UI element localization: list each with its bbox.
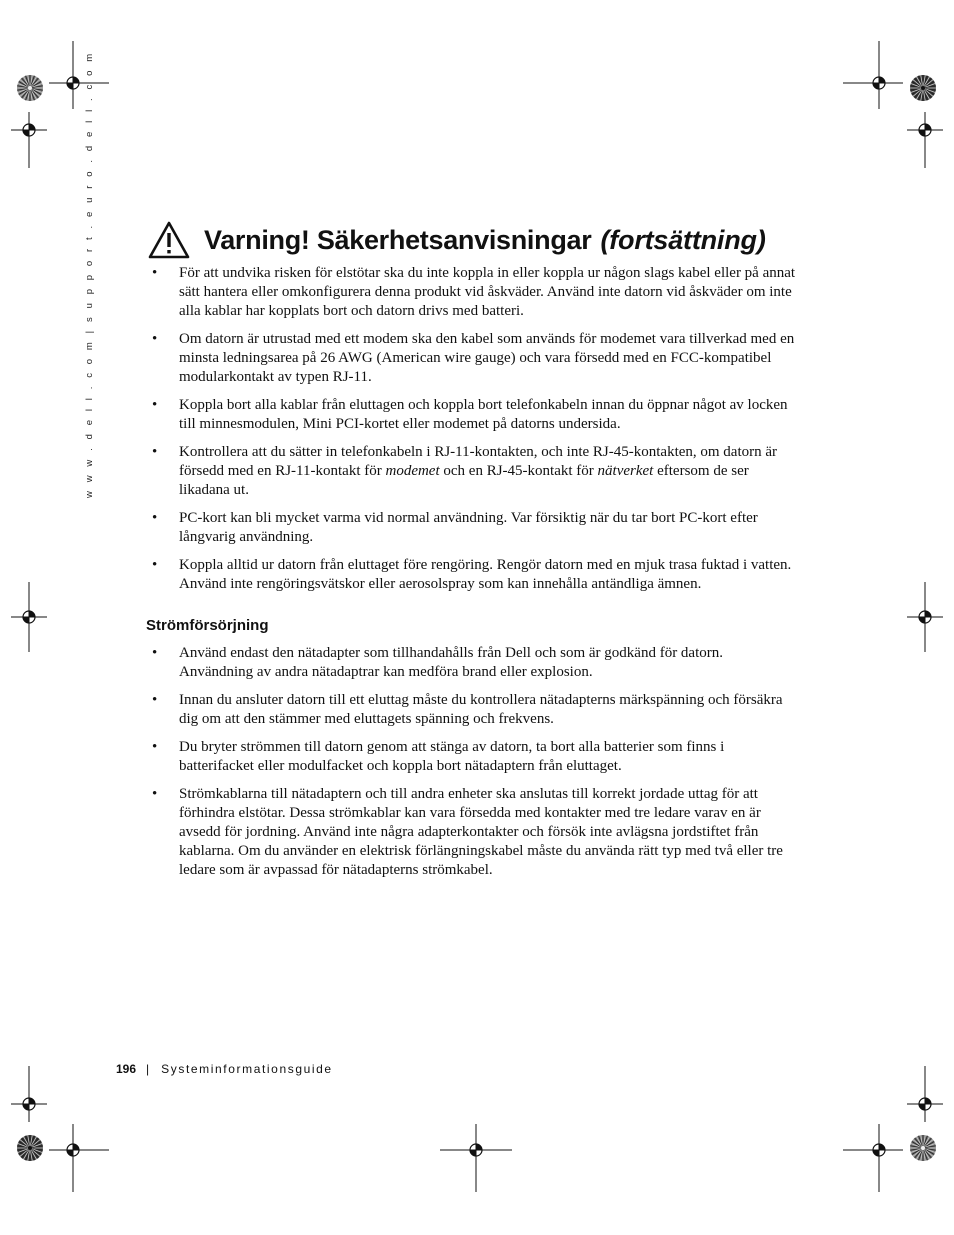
bullet-marker: • bbox=[152, 265, 158, 281]
bullet-marker: • bbox=[152, 739, 158, 755]
list-item bbox=[150, 785, 800, 880]
emphasis-modemet: modemet bbox=[385, 463, 440, 479]
page-footer bbox=[116, 1062, 333, 1076]
list-item-text bbox=[179, 444, 777, 498]
starburst-mark bbox=[17, 75, 43, 101]
list-item bbox=[150, 443, 800, 500]
list-item bbox=[150, 509, 800, 547]
list-item-text: För att undvika risken för elstötar ska du inte koppla in eller koppla ur någon slags kabel eller på annat sätt hantera eller omkonfigurera denna produkt vid åskväder. Använd inte datorn vid åskväder om inte alla kablar har kopplats bort och datorn drivs med batteri. bbox=[179, 265, 796, 319]
crosshair-mark bbox=[907, 112, 943, 168]
list-item-text: Om datorn är utrustad med ett modem ska den kabel som används för modemet vara tillverkad med en minsta ledningsarea på 26 AWG (American wire gauge) och vara försedd med en FCC-kompatibel modularkontakt av typen RJ-11. bbox=[179, 331, 795, 385]
bullet-marker: • bbox=[152, 692, 158, 708]
crosshair-mark bbox=[440, 1124, 512, 1192]
side-url-text: w w w . d e l l . c o m | s u p p o r t . e u r o . d e l l . c o m bbox=[84, 50, 95, 498]
heading-title: Varning! Säkerhetsanvisningar bbox=[204, 224, 592, 255]
bullet-marker: • bbox=[152, 397, 158, 413]
bullet-marker: • bbox=[152, 444, 158, 460]
crosshair-mark bbox=[843, 1124, 903, 1192]
crosshair-mark bbox=[49, 41, 109, 109]
list-item bbox=[150, 556, 800, 594]
list-item-text: Innan du ansluter datorn till ett eluttag måste du kontrollera nätadapterns märkspänning och försäkra dig om att den stämmer med eluttagets spänning och frekvens. bbox=[179, 692, 783, 727]
bullet-marker: • bbox=[152, 510, 158, 526]
safety-list bbox=[150, 264, 800, 594]
page-heading bbox=[148, 218, 766, 262]
section-heading: Strömförsörjning bbox=[146, 617, 269, 634]
text-fragment: Kontrollera att du sätter in telefonkabeln i RJ-11-kontakten, och inte RJ-45-kontakten, om datorn är försedd med en RJ-11-kontakt för bbox=[179, 444, 778, 479]
crosshair-mark bbox=[11, 1066, 47, 1122]
list-item-text: Koppla bort alla kablar från eluttagen och koppla bort telefonkabeln innan du öppnar något av locken till minnesmodulen, Mini PCI-kortet eller modemet på datorns undersida. bbox=[179, 397, 788, 432]
page-body bbox=[146, 264, 800, 889]
bullet-marker: • bbox=[152, 331, 158, 347]
list-item bbox=[150, 691, 800, 729]
list-item-text: Du bryter strömmen till datorn genom att stänga av datorn, ta bort alla batterier som finns i batterifacket eller modulfacket och koppla bort nätadaptern från eluttaget. bbox=[179, 739, 725, 774]
list-item bbox=[150, 396, 800, 434]
list-item-text: Använd endast den nätadapter som tillhandahålls från Dell och som är godkänd för datorn. Användning av andra nätadaptrar kan medföra brand eller explosion. bbox=[179, 645, 724, 680]
guide-title: Systeminformationsguide bbox=[161, 1062, 333, 1076]
list-item bbox=[150, 644, 800, 682]
text-fragment: eftersom de ser likadana ut. bbox=[179, 463, 749, 498]
list-item-text: Koppla alltid ur datorn från eluttaget före rengöring. Rengör datorn med en mjuk trasa fuktad i vatten. Använd inte rengöringsvätskor eller aerosolspray som kan innehålla antändliga ämnen. bbox=[179, 557, 792, 592]
list-item bbox=[150, 330, 800, 387]
crosshair-mark bbox=[907, 1066, 943, 1122]
page-number: 196 bbox=[116, 1062, 137, 1076]
list-item bbox=[150, 738, 800, 776]
text-fragment: och en RJ-45-kontakt för bbox=[439, 463, 598, 479]
crosshair-mark bbox=[843, 41, 903, 109]
starburst-mark bbox=[910, 1135, 936, 1161]
footer-separator: | bbox=[146, 1062, 150, 1076]
crosshair-mark bbox=[11, 112, 47, 168]
list-item bbox=[150, 264, 800, 321]
starburst-mark bbox=[17, 1135, 43, 1161]
list-item-text: PC-kort kan bli mycket varma vid normal användning. Var försiktig när du tar bort PC-kort efter långvarig användning. bbox=[179, 510, 758, 545]
crosshair-mark bbox=[49, 1124, 109, 1192]
warning-triangle-icon bbox=[148, 221, 190, 259]
heading-continued: (fortsättning) bbox=[600, 224, 766, 255]
power-list bbox=[150, 644, 800, 880]
crosshair-mark bbox=[11, 582, 47, 652]
starburst-mark bbox=[910, 75, 936, 101]
list-item-text: Strömkablarna till nätadaptern och till andra enheter ska anslutas till korrekt jordade uttag för att förhindra elstötar. Dessa strömkablar kan vara försedda med kontakter med tre ledare varav en är avsedd för jordning. Använd inte några adapterkontakter och försök inte avlägsna jordstiftet från kablarna. Om du använder en elektrisk förlängningskabel måste du använda rätt typ med två eller tre ledare som är avpassad för nätadapterns strömkabel. bbox=[179, 786, 783, 878]
bullet-marker: • bbox=[152, 557, 158, 573]
bullet-marker: • bbox=[152, 786, 158, 802]
bullet-marker: • bbox=[152, 645, 158, 661]
crosshair-mark bbox=[907, 582, 943, 652]
emphasis-natverket: nätverket bbox=[597, 463, 654, 479]
